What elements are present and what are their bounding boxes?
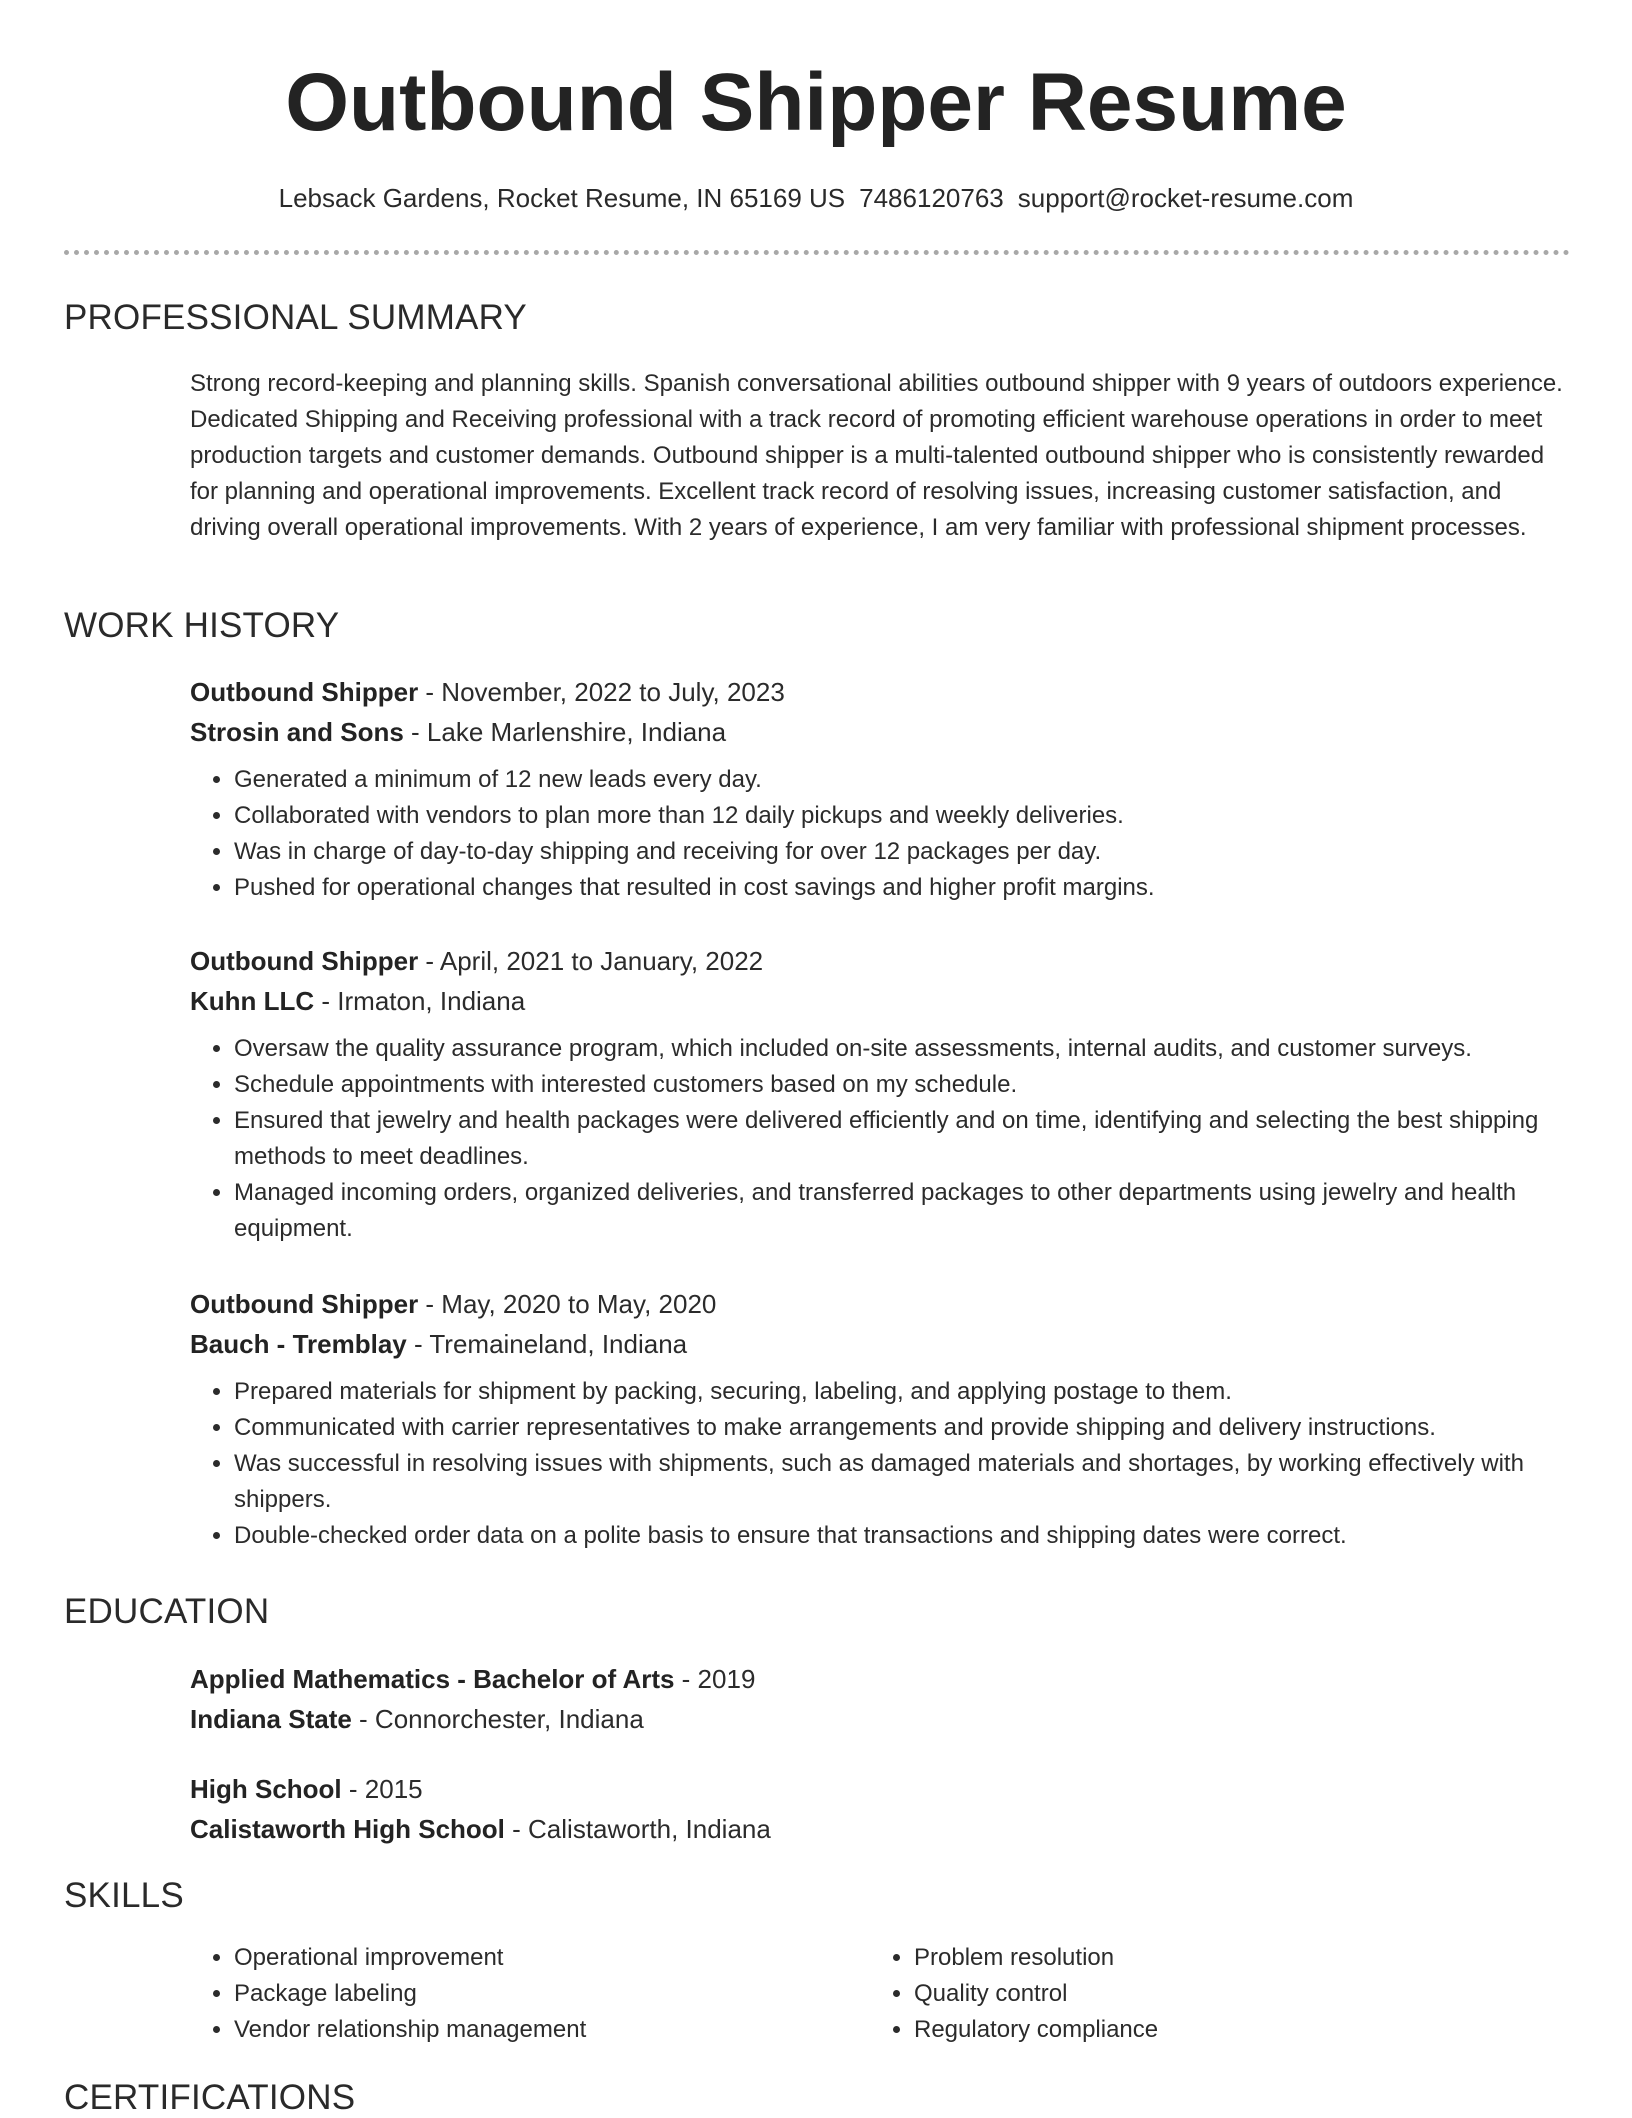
job-company: Bauch - Tremblay bbox=[190, 1329, 407, 1359]
header-divider bbox=[64, 250, 1570, 255]
job-bullet: • Collaborated with vendors to plan more than 12 daily pickups and weekly deliveries. bbox=[234, 798, 1570, 834]
job-title-line bbox=[190, 1284, 1570, 1324]
section-heading-education: EDUCATION bbox=[64, 1592, 270, 1631]
job-bullet: • Prepared materials for shipment by packing, securing, labeling, and applying postage to them. bbox=[234, 1374, 1570, 1410]
job-bullet: • Was in charge of day-to-day shipping and receiving for over 12 packages per day. bbox=[234, 834, 1570, 870]
job-dates: - April, 2021 to January, 2022 bbox=[418, 946, 764, 976]
education-year: - 2019 bbox=[674, 1664, 756, 1694]
job-dates: - November, 2022 to July, 2023 bbox=[418, 677, 785, 707]
job-bullet: • Was successful in resolving issues with shipments, such as damaged materials and shortages, by working effectively with shippers. bbox=[234, 1446, 1570, 1518]
job-bullet: • Pushed for operational changes that resulted in cost savings and higher profit margins. bbox=[234, 870, 1570, 906]
job-company-line bbox=[190, 981, 1570, 1021]
job-entry bbox=[190, 941, 1570, 1247]
skill-item: • Quality control bbox=[914, 1976, 1550, 2012]
section-heading-work: WORK HISTORY bbox=[64, 606, 340, 645]
education-degree-line bbox=[190, 1659, 1570, 1699]
education-school-line bbox=[190, 1809, 1570, 1849]
contact-phone: 7486120763 bbox=[859, 183, 1004, 213]
job-bullet: • Managed incoming orders, organized deliveries, and transferred packages to other departments using jewelry and health equipment. bbox=[234, 1175, 1570, 1247]
education-location: - Connorchester, Indiana bbox=[351, 1704, 644, 1734]
job-bullet: • Generated a minimum of 12 new leads every day. bbox=[234, 762, 1570, 798]
skill-item: • Operational improvement bbox=[234, 1940, 870, 1976]
job-company: Strosin and Sons bbox=[190, 717, 404, 747]
skills-list bbox=[190, 1940, 1570, 2048]
job-bullet: • Ensured that jewelry and health packages were delivered efficiently and on time, identifying and selecting the best shipping methods to meet deadlines. bbox=[234, 1103, 1570, 1175]
education-degree: High School bbox=[190, 1774, 342, 1804]
job-title-line bbox=[190, 941, 1570, 981]
job-bullets bbox=[190, 762, 1570, 906]
job-bullet: • Oversaw the quality assurance program, which included on-site assessments, internal audits, and customer surveys. bbox=[234, 1031, 1570, 1067]
section-heading-skills: SKILLS bbox=[64, 1876, 184, 1915]
education-location: - Calistaworth, Indiana bbox=[504, 1814, 771, 1844]
education-entry bbox=[190, 1769, 1570, 1849]
job-bullets bbox=[190, 1031, 1570, 1247]
job-location: - Irmaton, Indiana bbox=[314, 986, 526, 1016]
contact-address: Lebsack Gardens, Rocket Resume, IN 65169 US bbox=[278, 183, 846, 213]
job-title: Outbound Shipper bbox=[190, 677, 419, 707]
section-heading-summary: PROFESSIONAL SUMMARY bbox=[64, 298, 527, 337]
job-location: - Lake Marlenshire, Indiana bbox=[403, 717, 727, 747]
job-bullet: • Double-checked order data on a polite basis to ensure that transactions and shipping dates were correct. bbox=[234, 1518, 1570, 1554]
education-school: Calistaworth High School bbox=[190, 1814, 505, 1844]
summary-text: Strong record-keeping and planning skills. Spanish conversational abilities outbound shipper with 9 years of outdoors experience. Dedicated Shipping and Receiving professional with a track record of promoting efficient warehouse operations in order to meet production targets and customer demands. Outbound shipper is a multi-talented outbound shipper who is consistently rewarded for planning and operational improvements. Excellent track record of resolving issues, increasing customer satisfaction, and driving overall operational improvements. With 2 years of experience, I am very familiar with professional shipment processes. bbox=[190, 370, 1563, 541]
skill-item: • Regulatory compliance bbox=[914, 2012, 1550, 2048]
education-degree: Applied Mathematics - Bachelor of Arts bbox=[190, 1664, 675, 1694]
education-degree-line bbox=[190, 1769, 1570, 1809]
skill-item: • Package labeling bbox=[234, 1976, 870, 2012]
page-title: Outbound Shipper Resume bbox=[285, 57, 1347, 148]
job-bullet: • Schedule appointments with interested customers based on my schedule. bbox=[234, 1067, 1570, 1103]
job-company-line bbox=[190, 712, 1570, 752]
job-company-line bbox=[190, 1324, 1570, 1364]
skill-item: • Vendor relationship management bbox=[234, 2012, 870, 2048]
education-entry bbox=[190, 1659, 1570, 1739]
skills-column-left bbox=[190, 1940, 870, 2048]
contact-line bbox=[0, 183, 1632, 214]
job-title-line bbox=[190, 672, 1570, 712]
skills-column-right bbox=[870, 1940, 1550, 2048]
job-dates: - May, 2020 to May, 2020 bbox=[418, 1289, 717, 1319]
job-company: Kuhn LLC bbox=[190, 986, 315, 1016]
job-location: - Tremaineland, Indiana bbox=[406, 1329, 688, 1359]
education-year: - 2015 bbox=[341, 1774, 423, 1804]
job-title: Outbound Shipper bbox=[190, 1289, 419, 1319]
job-entry bbox=[190, 672, 1570, 906]
job-entry bbox=[190, 1284, 1570, 1554]
education-school: Indiana State bbox=[190, 1704, 352, 1734]
contact-email[interactable]: support@rocket-resume.com bbox=[1017, 183, 1354, 213]
section-heading-certifications: CERTIFICATIONS bbox=[64, 2078, 356, 2117]
skill-item: • Problem resolution bbox=[914, 1940, 1550, 1976]
job-bullet: • Communicated with carrier representatives to make arrangements and provide shipping and delivery instructions. bbox=[234, 1410, 1570, 1446]
job-bullets bbox=[190, 1374, 1570, 1554]
education-school-line bbox=[190, 1699, 1570, 1739]
job-title: Outbound Shipper bbox=[190, 946, 419, 976]
